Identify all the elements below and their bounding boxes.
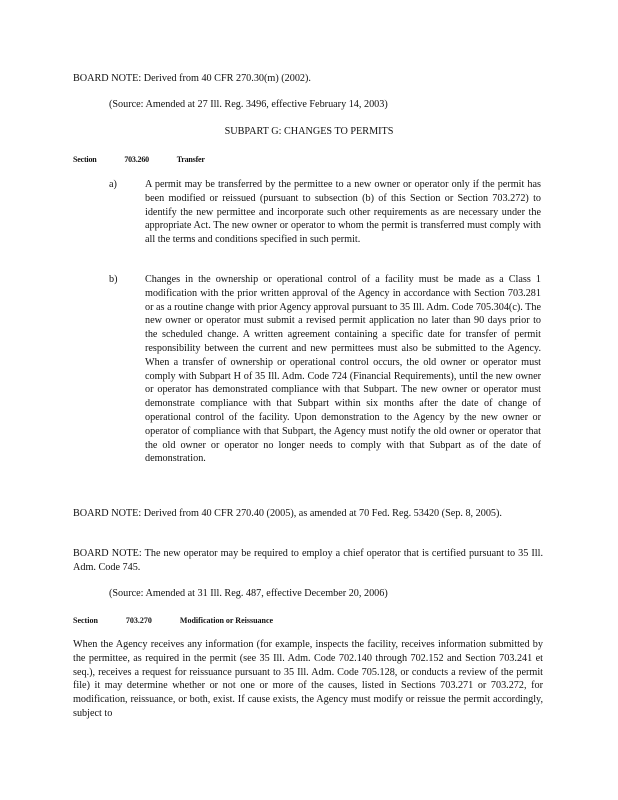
section-label: Section bbox=[73, 155, 97, 164]
section-703-260-heading bbox=[73, 153, 205, 167]
section-title: Modification or Reissuance bbox=[179, 616, 274, 625]
section-703-270-text: When the Agency receives any information (for example, inspects the facility, receives information submitted by the permittee, as required in the permit (see 35 Ill. Adm. Code 702.140 through 702.152 and Section 703.241 et seq.), receives a request for reissuance pursuant to 35 Ill. Adm. Code 705.128, or conducts a review of the permit file) it may determine whether or not one or more of the causes, listed in Sections 703.271 or 703.272, for modification, reissuance, or both, exist. If cause exists, the Agency must modify or reissue the permit accordingly, subject to bbox=[73, 639, 543, 719]
source-note-2: (Source: Amended at 31 Ill. Reg. 487, effective December 20, 2006) bbox=[109, 588, 388, 599]
board-note-1: BOARD NOTE: Derived from 40 CFR 270.30(m) (2002). bbox=[73, 73, 311, 84]
section-number: 703.270 bbox=[125, 616, 152, 625]
section-703-270-heading bbox=[73, 614, 273, 628]
subsection-b-label: b) bbox=[109, 274, 118, 285]
section-title: Transfer bbox=[176, 155, 205, 164]
source-note-1: (Source: Amended at 27 Ill. Reg. 3496, effective February 14, 2003) bbox=[109, 99, 388, 110]
subpart-heading: SUBPART G: CHANGES TO PERMITS bbox=[224, 126, 394, 137]
board-note-2: BOARD NOTE: Derived from 40 CFR 270.40 (2005), as amended at 70 Fed. Reg. 53420 (Sep. 8, 2005). bbox=[73, 508, 502, 519]
board-note-3: BOARD NOTE: The new operator may be required to employ a chief operator that is certified pursuant to 35 Ill. Adm. Code 745. bbox=[73, 548, 543, 573]
section-label: Section bbox=[73, 616, 98, 625]
section-number: 703.260 bbox=[124, 155, 149, 164]
subsection-b-text: Changes in the ownership or operational control of a facility must be made as a Class 1 modification with the prior written approval of the Agency in accordance with Section 703.281 or as a routine change with prior Agency approval pursuant to 35 Ill. Adm. Code 705.304(c). The new owner or operator must submit a revised permit application no later than 90 days prior to the scheduled change. A written agreement containing a specific date for transfer of permit responsibility between the current and new permittees must also be submitted to the Agency. When a transfer of ownership or operational control occurs, the old owner or operator must comply with Subpart H of 35 Ill. Adm. Code 724 (Financial Requirements), until the new owner or operator has demonstrated compliance with that Subpart. The new owner or operator must demonstrate compliance with that Subpart within six months after the date of change of operational control of the facility. Upon demonstration to the Agency by the new owner or operator of compliance with that Subpart, the Agency must notify the old owner or operator that the old owner or operator no longer needs to comply with that Subpart as of the date of demonstration. bbox=[145, 274, 541, 465]
subsection-a-text: A permit may be transferred by the permittee to a new owner or operator only if the permit has been modified or reissued (pursuant to subsection (b) of this Section or Section 703.272) to identify the new permittee and incorporate such other requirements as are necessary under the appropriate Act. The new owner or operator to whom the permit is transferred must comply with all the terms and conditions specified in such permit. bbox=[145, 179, 541, 246]
subsection-a-label: a) bbox=[109, 179, 117, 190]
